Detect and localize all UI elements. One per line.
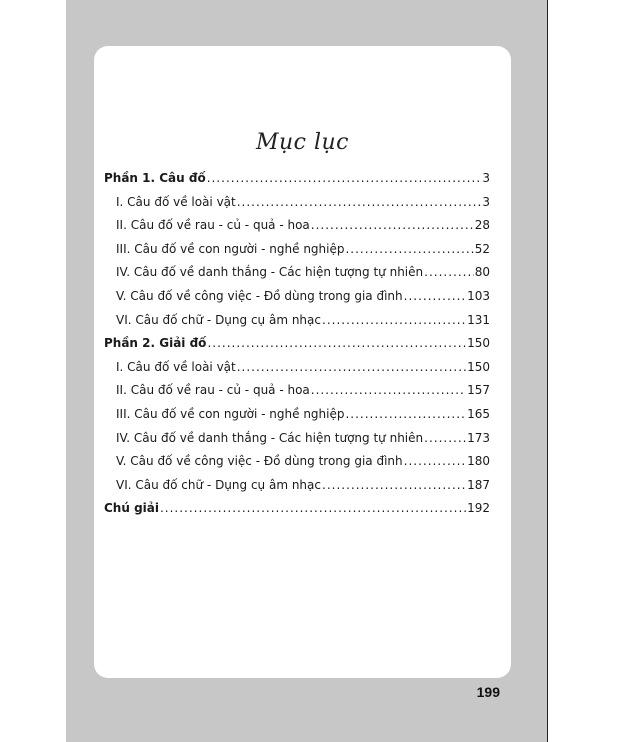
toc-entry-label: IV. Câu đố về danh thắng - Các hiện tượng tự nhiên: [116, 265, 424, 280]
toc-entry-page: 173: [467, 430, 490, 445]
dot-leader: [311, 379, 466, 403]
dot-leader: [404, 450, 466, 474]
toc-entry-label: I. Câu đố về loài vật: [116, 194, 236, 209]
dot-leader: [322, 309, 466, 333]
toc-entry[interactable]: [104, 191, 490, 215]
toc-entry-page: 3: [482, 194, 490, 209]
toc-entry[interactable]: [104, 285, 490, 309]
toc-entry-page: 52: [474, 241, 490, 256]
dot-leader: [404, 285, 466, 309]
dot-leader: [237, 191, 482, 215]
toc-entry-page: 187: [467, 477, 490, 492]
toc-entry[interactable]: [104, 403, 490, 427]
toc-entry-page: 3: [482, 171, 490, 185]
toc-entry-page: 165: [467, 406, 490, 421]
toc-entry-label: II. Câu đố về rau - củ - quả - hoa: [116, 383, 310, 398]
toc-entry[interactable]: [104, 261, 490, 285]
toc-entry[interactable]: [104, 474, 490, 498]
toc-entry[interactable]: [104, 379, 490, 403]
toc-entry-label: III. Câu đố về con người - nghề nghiệp: [116, 241, 345, 256]
dot-leader: [207, 167, 482, 191]
book-page: [66, 0, 548, 742]
dot-leader: [160, 497, 466, 521]
toc-entry[interactable]: [104, 309, 490, 333]
dot-leader: [237, 356, 466, 380]
toc-entry-page: 150: [467, 359, 490, 374]
dot-leader: [424, 427, 466, 451]
toc-entry[interactable]: [104, 214, 490, 238]
dot-leader: [424, 261, 474, 285]
toc-entry[interactable]: [104, 450, 490, 474]
toc-entry-label: V. Câu đố về công việc - Đồ dùng trong gia đình: [116, 454, 403, 469]
toc-entry[interactable]: [104, 427, 490, 451]
toc-entry[interactable]: [104, 356, 490, 380]
toc-entry-page: 157: [467, 383, 490, 398]
page-number: 199: [476, 684, 500, 700]
toc-entry[interactable]: [104, 238, 490, 262]
toc-entry-page: 103: [467, 288, 490, 303]
toc-entry-page: 28: [474, 218, 490, 233]
toc-entry-label: V. Câu đố về công việc - Đồ dùng trong gia đình: [116, 288, 403, 303]
toc-entry-glossary[interactable]: [104, 497, 490, 521]
dot-leader: [311, 214, 474, 238]
dot-leader: [345, 403, 466, 427]
toc-entry-label: I. Câu đố về loài vật: [116, 359, 236, 374]
toc-entry-part-2[interactable]: [104, 332, 490, 356]
dot-leader: [345, 238, 473, 262]
toc-entry-label: II. Câu đố về rau - củ - quả - hoa: [116, 218, 310, 233]
toc-card: [94, 46, 511, 678]
toc-entry-label: VI. Câu đố chữ - Dụng cụ âm nhạc: [116, 312, 321, 327]
page-title: Mục lục: [255, 130, 350, 155]
toc-entry-page: 80: [474, 265, 490, 280]
toc-entry-page: 192: [467, 501, 490, 516]
toc-entry-label: IV. Câu đố về danh thắng - Các hiện tượng tự nhiên: [116, 430, 424, 445]
table-of-contents: [104, 167, 490, 521]
toc-entry-label: Phần 2. Giải đố: [104, 336, 207, 351]
toc-entry-label: Chú giải: [104, 501, 159, 516]
toc-entry-part-1[interactable]: [104, 167, 490, 191]
toc-entry-page: 180: [467, 454, 490, 469]
dot-leader: [207, 332, 466, 356]
dot-leader: [322, 474, 466, 498]
toc-entry-label: Phần 1. Câu đố: [104, 171, 206, 185]
toc-entry-label: VI. Câu đố chữ - Dụng cụ âm nhạc: [116, 477, 321, 492]
toc-entry-page: 150: [467, 336, 490, 351]
toc-entry-page: 131: [467, 312, 490, 327]
toc-entry-label: III. Câu đố về con người - nghề nghiệp: [116, 406, 345, 421]
